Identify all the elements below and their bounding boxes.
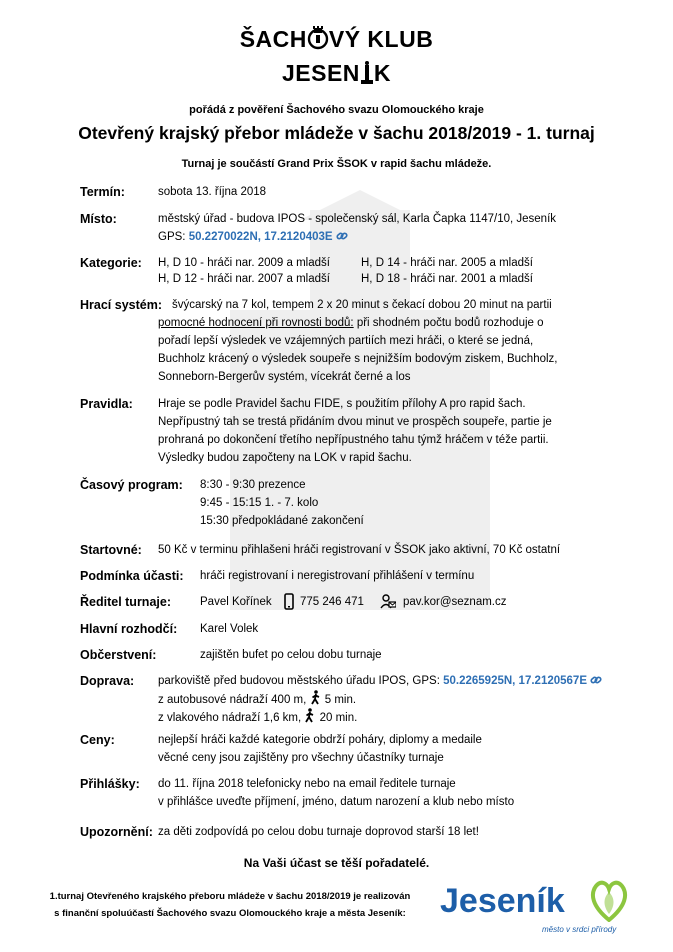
- reditel-phone[interactable]: 775 246 471: [300, 596, 364, 608]
- misto-address: městský úřad - budova IPOS - společenský sál, Karla Čapka 1147/10, Jeseník: [158, 213, 557, 225]
- podminka-label: Podmínka účasti:: [80, 569, 184, 583]
- misto-label: Místo:: [80, 212, 117, 226]
- misto-gps-line: GPS: 50.2270022N, 17.2120403E: [158, 228, 348, 246]
- podminka-value: hráči registrovaní i neregistrovaní přihlášení v termínu: [200, 570, 475, 582]
- termin-label: Termín:: [80, 185, 125, 199]
- doprava-label: Doprava:: [80, 674, 135, 688]
- pravidla-line: Hraje se podle Pravidel šachu FIDE, s použitím přílohy A pro rapid šach.: [158, 398, 526, 410]
- system-line5: Sonneborn-Bergerův systém, víc​ekrát černé a los: [158, 371, 411, 383]
- rozhodci-label: Hlavní rozhodčí:: [80, 622, 178, 636]
- system-line3: pořadí lepší výsledek ve vzájemných partiích mezi hráči, o které se jedná,: [158, 335, 534, 347]
- doprava-line1: parkoviště před budovou městského úřadu IPOS, GPS: 50.2265925N, 17.2120567E: [158, 672, 602, 690]
- system-line4: Buchholz krácený o výsledek soupeře s nejnižším bodovým ziskem, Buchholz,: [158, 353, 558, 365]
- system-label: Hrací systém:: [80, 298, 162, 312]
- program-line: 8:30 - 9:30 prezence: [200, 479, 306, 491]
- kategorie-item: H, D 12 - hráči nar. 2007 a mladší: [158, 273, 330, 285]
- prihlasky-line: v přihlášce uveďte příjmení, jméno, datum narození a klub nebo místo: [158, 796, 515, 808]
- prihlasky-label: Přihlášky:: [80, 777, 140, 791]
- organizer-line: pořádá z pověření Šachového svazu Olomouckého kraje: [189, 104, 484, 116]
- pravidla-label: Pravidla:: [80, 397, 133, 411]
- club-name-line1: ŠACH VÝ KLUB: [239, 26, 434, 52]
- footer-note: 1.turnaj Otevřeného krajského přeboru mládeže v šachu 2018/2019 je realizován s finanční spoluúčastí Šachového svazu Olomouckého kraje a města Jeseník:: [49, 891, 411, 919]
- pravidla-line: Nepřípustný tah se trestá přidáním dvou minut ve prospěch soupeře, partie je: [158, 416, 552, 428]
- ceny-line: věcné ceny jsou zajištěny pro všechny účastníky turnaje: [158, 752, 444, 764]
- phone-icon: [284, 593, 294, 610]
- email-icon: [380, 593, 396, 609]
- program-line: 9:45 - 15:15 1. - 7. kolo: [200, 497, 319, 509]
- misto-gps-link[interactable]: 50.2270022N, 17.2120403E: [188, 231, 333, 243]
- rozhodci-value: Karel Volek: [200, 623, 259, 635]
- bishop-icon: [360, 60, 374, 86]
- link-icon[interactable]: [590, 674, 602, 686]
- heart-logo-icon: [590, 880, 628, 922]
- reditel-name: Pavel Kořínek: [200, 596, 272, 608]
- program-line: 15:30 předpokládané zakončení: [200, 515, 364, 527]
- tournament-title: Otevřený krajský přebor mládeže v šachu 2018/2019 - 1. turnaj: [78, 123, 595, 143]
- termin-value: sobota 13. října 2018: [158, 186, 267, 198]
- doprava-train: z vlakového nádraží 1,6 km, 20 min.: [158, 708, 357, 727]
- kategorie-label: Kategorie:: [80, 256, 142, 270]
- obcerstveni-value: zajištěn bufet po celou dobu turnaje: [200, 649, 382, 661]
- kategorie-item: H, D 10 - hráči nar. 2009 a mladší: [158, 257, 330, 269]
- reditel-label: Ředitel turnaje:: [80, 595, 171, 609]
- link-icon[interactable]: [336, 230, 348, 242]
- rook-icon: [307, 26, 329, 50]
- walking-icon: [310, 690, 322, 705]
- startovne-value: 50 Kč v terminu přihlašeni hráči registrovaní v ŠSOK jako aktivní, 70 Kč ostatní: [158, 544, 561, 556]
- walking-icon: [304, 708, 316, 723]
- program-label: Časový program:: [80, 478, 183, 492]
- ceny-label: Ceny:: [80, 733, 115, 747]
- pravidla-line: Výsledky budou započteny na LOK v rapid šachu.: [158, 452, 412, 464]
- prihlasky-line: do 11. října 2018 telefonicky nebo na email ředitele turnaje: [158, 778, 456, 790]
- reditel-email[interactable]: pav.kor@seznam.cz: [403, 596, 507, 608]
- jesenik-logo-sub: město v srdci přírody: [542, 925, 617, 934]
- kategorie-item: H, D 14 - hráči nar. 2005 a mladší: [361, 257, 533, 269]
- system-line2: pomocné hodnocení při rovnosti bodů: při shodném počtu bodů rozhoduje o: [158, 317, 544, 329]
- doprava-bus: z autobusové nádraží 400 m, 5 min.: [158, 690, 356, 709]
- club-name-line2: JESEN K: [281, 60, 392, 86]
- upozorneni-value: za děti zodpovídá po celou dobu turnaje doprovod starší 18 let!: [158, 826, 479, 838]
- ceny-line: nejlepší hráči každé kategorie obdrží poháry, diplomy a medaile: [158, 734, 482, 746]
- startovne-label: Startovné:: [80, 543, 142, 557]
- tournament-subtitle: Turnaj je součástí Grand Prix ŠSOK v rapid šachu mládeže.: [181, 158, 492, 170]
- jesenik-logo-text: Jeseník: [440, 882, 565, 920]
- pravidla-line: prohraná po dokončení třetího nepřípustného tahu týmž hráčem v téže partii.: [158, 434, 549, 446]
- doprava-gps-link[interactable]: 50.2265925N, 17.2120567E: [443, 675, 587, 687]
- obcerstveni-label: Občerstvení:: [80, 648, 157, 662]
- closing-line: Na Vaši účast se těší pořadatelé.: [243, 856, 430, 870]
- upozorneni-label: Upozornění:: [80, 825, 153, 839]
- kategorie-item: H, D 18 - hráči nar. 2001 a mladší: [361, 273, 533, 285]
- system-line1: švýcarský na 7 kol, tempem 2 x 20 minut s čekací dobou 20 minut na partii: [172, 299, 552, 311]
